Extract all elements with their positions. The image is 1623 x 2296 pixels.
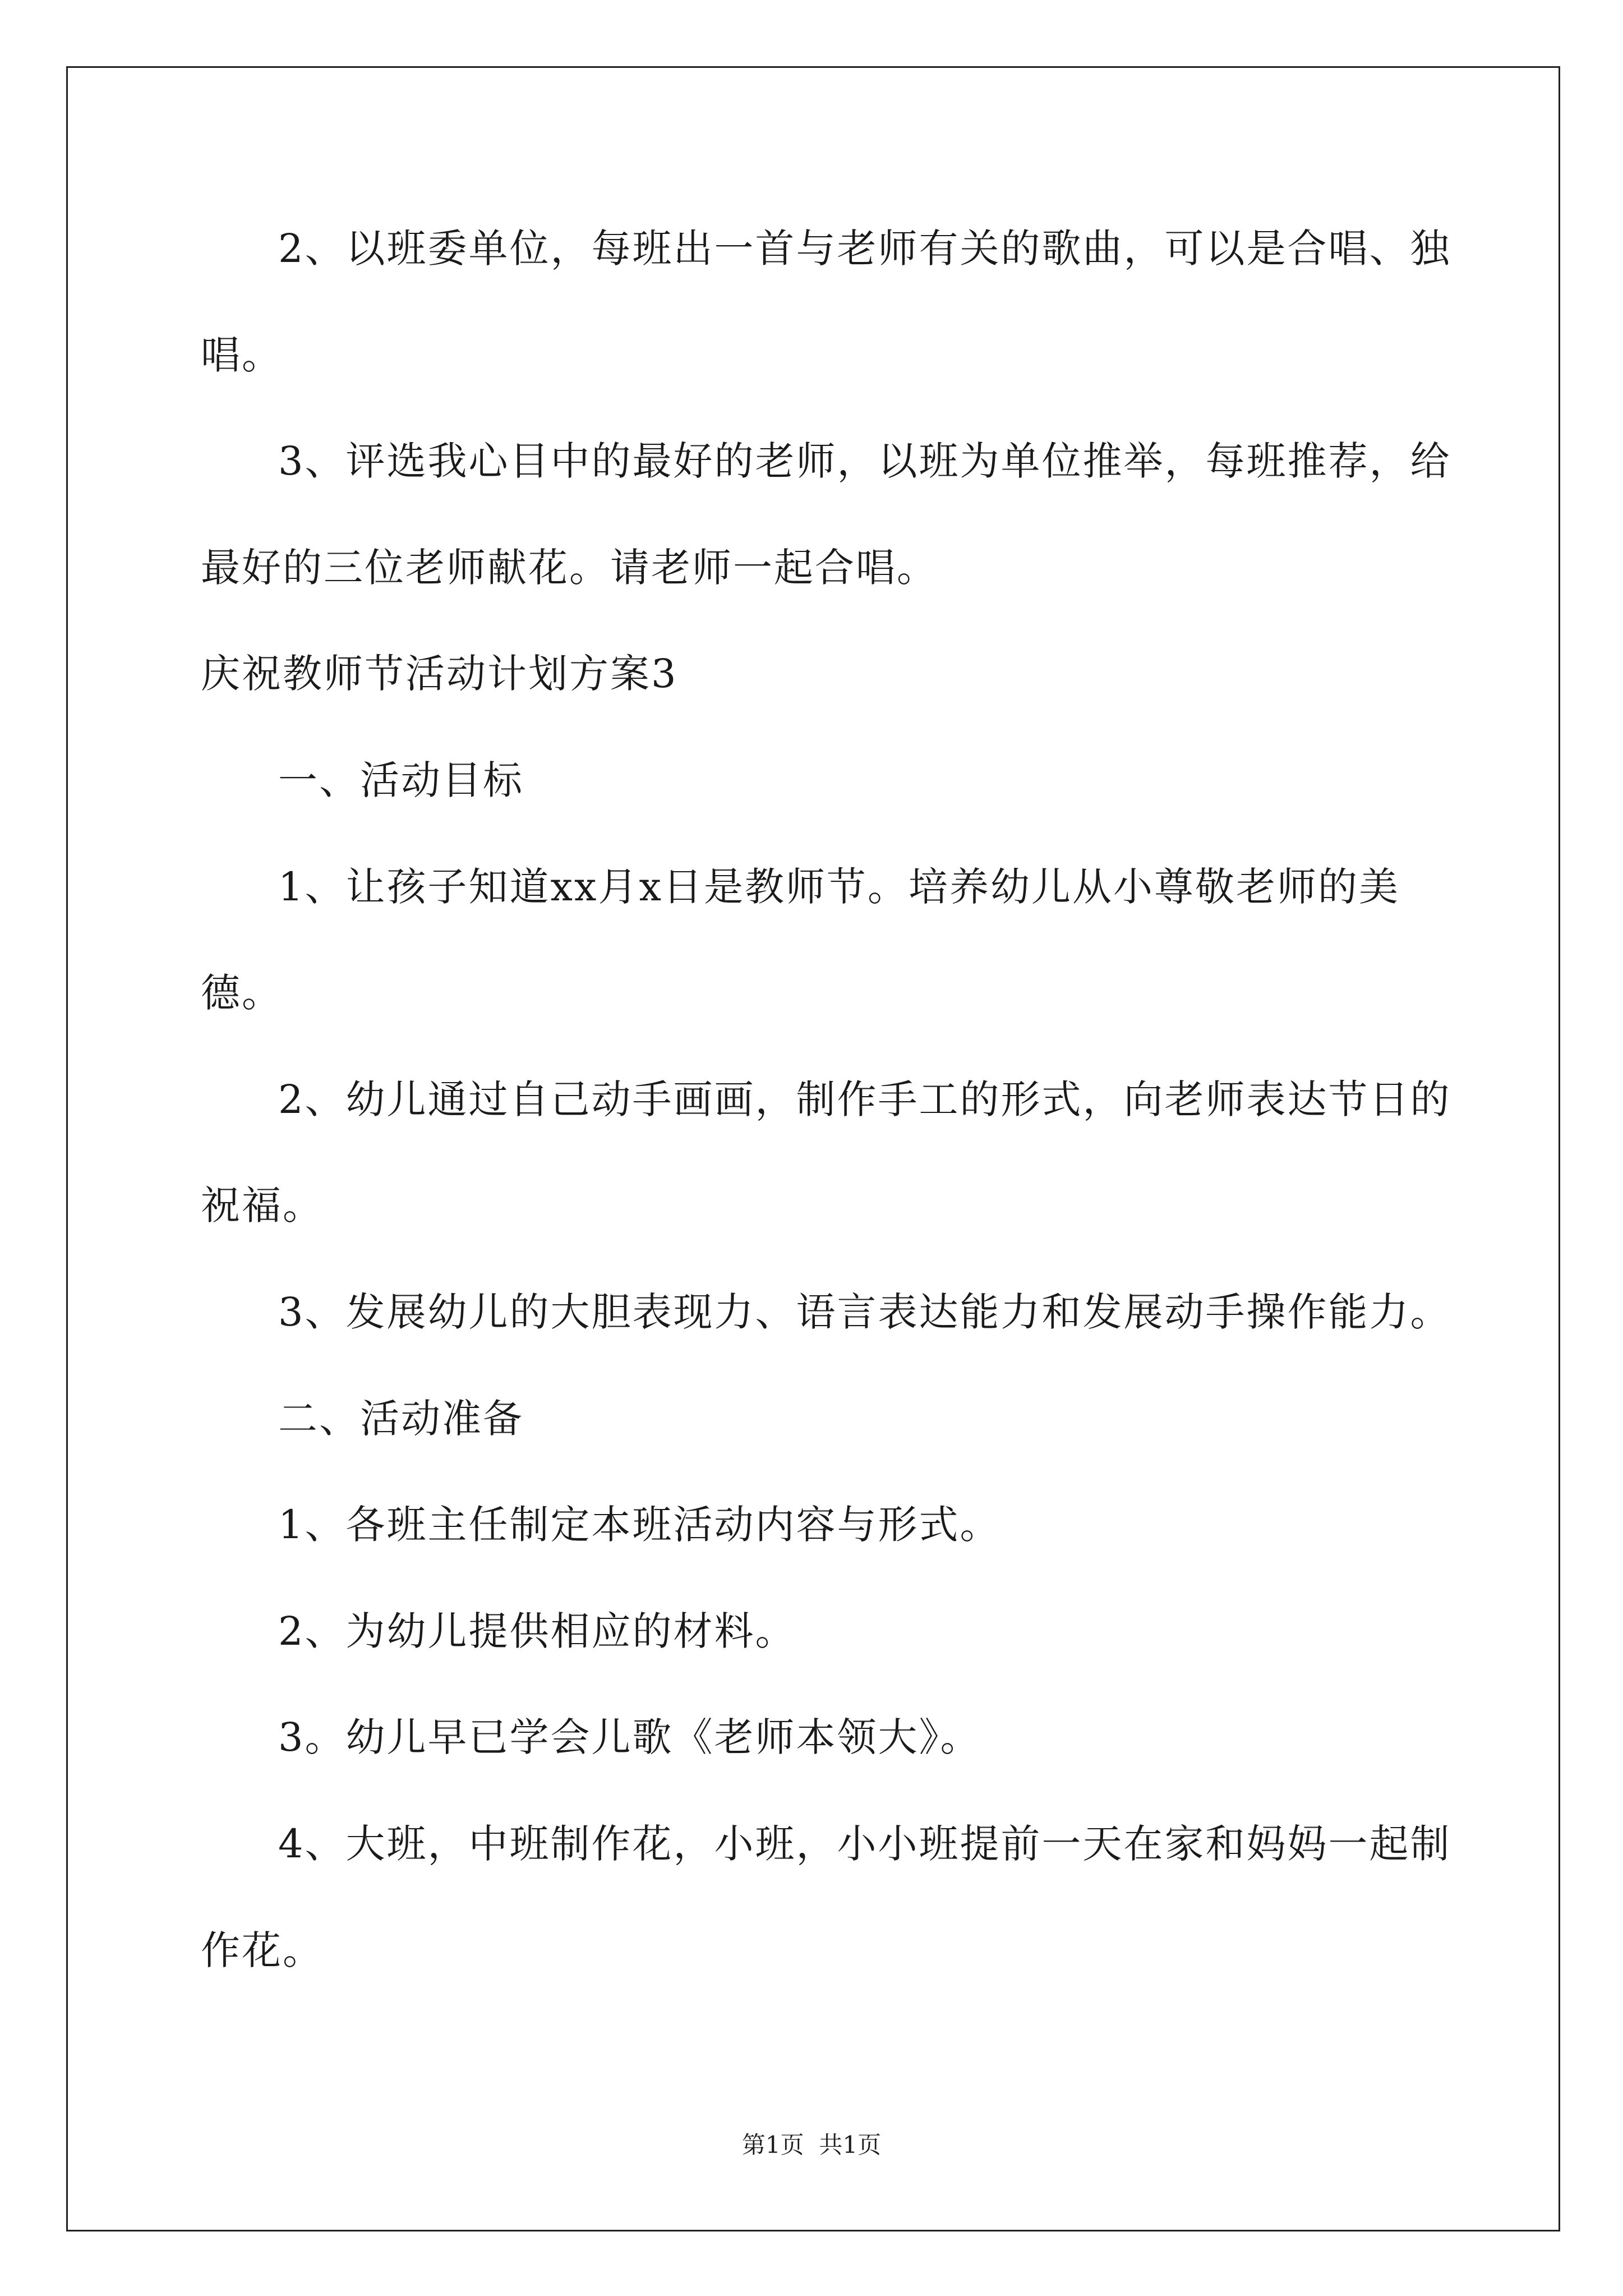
text-line: 2、以班委单位，每班出一首与老师有关的歌曲，可以是合唱、独 xyxy=(278,226,1451,272)
text-line: 祝福。 xyxy=(201,1182,324,1229)
text-line: 2、为幼儿提供相应的材料。 xyxy=(278,1608,796,1654)
text-line: 3、发展幼儿的大胆表现力、语言表达能力和发展动手操作能力。 xyxy=(278,1289,1451,1335)
text-line: 4、大班，中班制作花，小班，小小班提前一天在家和妈妈一起制 xyxy=(278,1820,1451,1867)
page-footer: 第1页 共1页 xyxy=(741,2131,882,2159)
text-line: 3。幼儿早已学会儿歌《老师本领大》。 xyxy=(278,1714,981,1761)
text-line: 2、幼儿通过自己动手画画，制作手工的形式，向老师表达节日的 xyxy=(278,1076,1451,1122)
document-body xyxy=(201,196,1491,2004)
text-line: 作花。 xyxy=(201,1927,324,1973)
text-line: 1、各班主任制定本班活动内容与形式。 xyxy=(278,1502,1001,1548)
subsection-heading: 一、活动目标 xyxy=(278,757,524,803)
text-line: 3、评选我心目中的最好的老师，以班为单位推举，每班推荐，给 xyxy=(278,438,1451,485)
text-line: 1、让孩子知道xx月x日是教师节。培养幼儿从小尊敬老师的美 xyxy=(278,863,1400,910)
text-line: 唱。 xyxy=(201,332,283,378)
text-line: 最好的三位老师献花。请老师一起合唱。 xyxy=(201,544,938,591)
text-line: 德。 xyxy=(201,970,283,1016)
section-title: 庆祝教师节活动计划方案3 xyxy=(201,651,678,697)
subsection-heading: 二、活动准备 xyxy=(278,1395,524,1442)
